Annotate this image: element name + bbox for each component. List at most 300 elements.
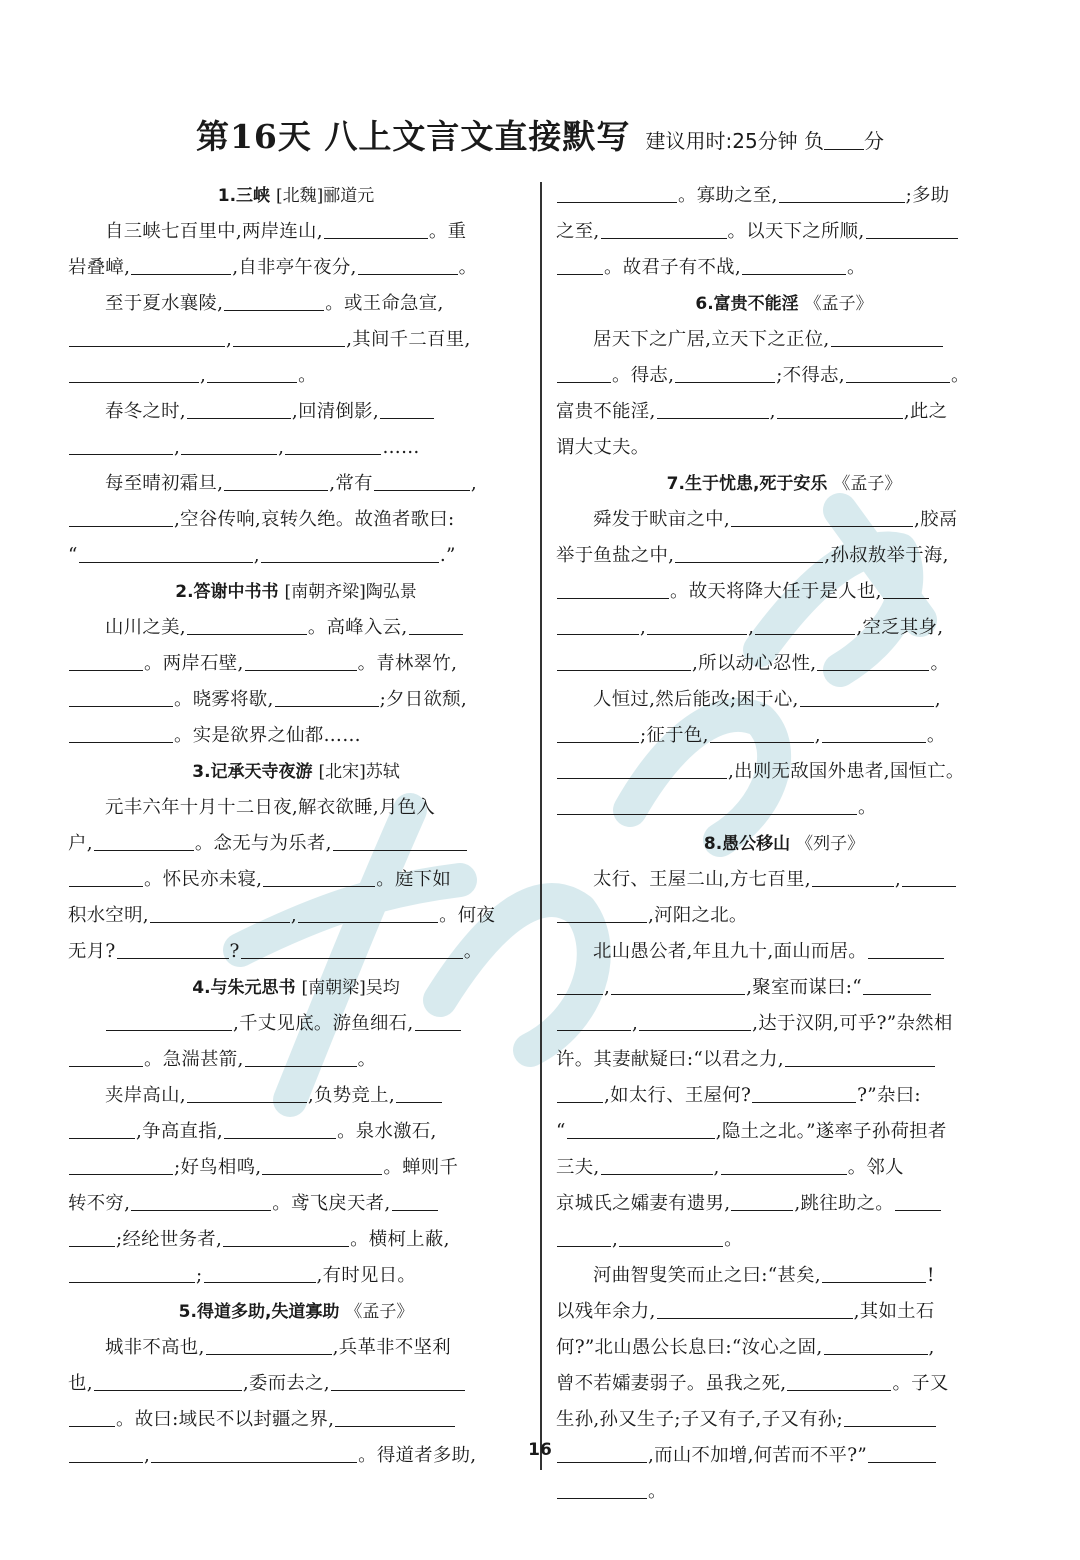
answer-blank[interactable] (358, 251, 458, 275)
passage-text: 。庭下如 (376, 869, 452, 890)
passage-text: …… (382, 437, 420, 458)
answer-blank[interactable] (69, 323, 225, 347)
passage-text: 。 (298, 365, 317, 386)
passage-text: ,所以动心忍性, (692, 653, 817, 674)
passage-text: 山川之美, (105, 617, 186, 638)
passage-text: ,空乏其身, (856, 617, 944, 638)
passage-text: ,达于汉阴,可乎?”杂然相 (752, 1013, 953, 1034)
passage-text: 。得道者多助, (358, 1445, 477, 1466)
text-line (556, 1150, 1012, 1186)
answer-blank[interactable] (131, 251, 231, 275)
text-line (68, 898, 524, 934)
passage-text: , (174, 437, 181, 458)
passage-text: , (748, 617, 755, 638)
answer-blank[interactable] (863, 971, 931, 995)
section-heading (68, 970, 524, 1006)
text-line (68, 862, 524, 898)
text-line (68, 682, 524, 718)
section-heading (556, 466, 1012, 502)
answer-blank[interactable] (752, 1079, 856, 1103)
answer-blank[interactable] (69, 647, 143, 671)
answer-blank[interactable] (800, 683, 934, 707)
passage-text: , (713, 1157, 720, 1178)
passage-text: ,千丈见底。游鱼细石, (233, 1013, 414, 1034)
answer-blank[interactable] (233, 323, 345, 347)
passage-text: 无月? (68, 941, 116, 962)
text-line (556, 1114, 1012, 1150)
section-source: 《孟子》 (345, 1302, 414, 1322)
answer-blank[interactable] (822, 1259, 926, 1283)
passage-text: 河曲智叟笑而止之曰:“甚矣, (593, 1265, 821, 1286)
passage-text: , (144, 1445, 151, 1466)
answer-blank[interactable] (675, 539, 823, 563)
answer-blank[interactable] (224, 287, 324, 311)
answer-blank[interactable] (785, 1043, 935, 1067)
answer-blank[interactable] (263, 863, 375, 887)
passage-text: 。 (858, 797, 877, 818)
answer-blank[interactable] (902, 863, 956, 887)
answer-blank[interactable] (94, 1367, 242, 1391)
text-line (556, 1330, 1012, 1366)
text-line (556, 1474, 1012, 1510)
answer-blank[interactable] (657, 1295, 853, 1319)
passage-text: 居天下之广居,立天下之正位, (593, 329, 830, 350)
answer-blank[interactable] (224, 1115, 336, 1139)
text-line (68, 1006, 524, 1042)
passage-text: 。实是欲界之仙都…… (174, 725, 361, 746)
passage-text: ,其如土石 (853, 1301, 935, 1322)
text-line (556, 790, 1012, 826)
answer-blank[interactable] (846, 359, 950, 383)
answer-blank[interactable] (187, 395, 291, 419)
answer-blank[interactable] (619, 1223, 723, 1247)
text-line (68, 1042, 524, 1078)
passage-text: 太行、王屋二山,方七百里, (593, 869, 811, 890)
passage-text: 自三峡七百里中,两岸连山, (105, 221, 323, 242)
passage-text: ;经纶世务者, (116, 1229, 223, 1250)
section-title: 1.三峡 (217, 186, 271, 206)
passage-text: 积水空明, (68, 905, 149, 926)
text-line (556, 574, 1012, 610)
answer-blank[interactable] (69, 1403, 115, 1427)
answer-blank[interactable] (601, 1151, 713, 1175)
answer-blank[interactable] (262, 1151, 382, 1175)
section-title: 8.愚公移山 (703, 834, 791, 854)
text-line (68, 790, 524, 826)
answer-blank[interactable] (117, 935, 229, 959)
section-source: 《孟子》 (833, 474, 902, 494)
answer-blank[interactable] (69, 359, 199, 383)
passage-text: , (470, 473, 477, 494)
passage-text: ,而山不加增,何苦而不平?” (648, 1445, 868, 1466)
passage-text: ? (229, 941, 240, 962)
passage-text: ,自非亭午夜分, (232, 257, 357, 278)
answer-blank[interactable] (79, 539, 253, 563)
text-line (68, 610, 524, 646)
text-line (556, 502, 1012, 538)
passage-text: ;征于色, (640, 725, 709, 746)
answer-blank[interactable] (601, 215, 727, 239)
answer-blank[interactable] (409, 611, 463, 635)
answer-blank[interactable] (187, 611, 307, 635)
answer-blank[interactable] (298, 899, 438, 923)
passage-text: 。故曰:域民不以封疆之界, (116, 1409, 335, 1430)
passage-text: , (769, 401, 776, 422)
column-divider (540, 182, 542, 1470)
answer-blank[interactable] (557, 647, 691, 671)
section-source: 《孟子》 (804, 294, 873, 314)
answer-blank[interactable] (824, 1331, 928, 1355)
page-number: 16 (528, 1440, 552, 1460)
passage-text: 北山愚公者,年且九十,面山而居。 (593, 941, 867, 962)
passage-text: ,此之 (903, 401, 948, 422)
answer-blank[interactable] (69, 1151, 173, 1175)
text-line (556, 646, 1012, 682)
answer-blank[interactable] (106, 1007, 232, 1031)
answer-blank[interactable] (223, 1223, 349, 1247)
text-line (68, 214, 524, 250)
answer-blank[interactable] (883, 575, 929, 599)
answer-blank[interactable] (557, 1007, 631, 1031)
answer-blank[interactable] (69, 503, 173, 527)
text-line (68, 1150, 524, 1186)
section-source: [南朝梁]吴均 (301, 978, 400, 998)
answer-blank[interactable] (285, 431, 381, 455)
passage-text: 。 (950, 365, 970, 386)
text-line (556, 1186, 1012, 1222)
text-line (68, 394, 524, 430)
answer-blank[interactable] (557, 1223, 611, 1247)
answer-blank[interactable] (69, 1043, 143, 1067)
text-line (556, 1294, 1012, 1330)
section-title: 3.记承天寺夜游 (192, 762, 313, 782)
score-unit: 分 (864, 129, 885, 153)
text-line (556, 430, 1012, 466)
text-line (68, 1222, 524, 1258)
answer-blank[interactable] (396, 1079, 442, 1103)
answer-blank[interactable] (245, 1043, 357, 1067)
section-heading (556, 286, 1012, 322)
passage-text: ,聚室而谋曰:“ (746, 977, 862, 998)
passage-text: ,有时见日。 (316, 1265, 417, 1286)
passage-text: 。怀民亦未寝, (144, 869, 263, 890)
passage-text: 。何夜 (439, 905, 496, 926)
answer-blank[interactable] (374, 467, 470, 491)
passage-text: 每至晴初霜旦, (105, 473, 224, 494)
answer-blank[interactable] (557, 719, 639, 743)
answer-blank[interactable] (69, 863, 143, 887)
text-line (556, 682, 1012, 718)
text-line (556, 538, 1012, 574)
answer-blank[interactable] (335, 1403, 455, 1427)
answer-blank[interactable] (647, 611, 747, 635)
passage-text: 之至, (556, 221, 600, 242)
passage-text: ,其间千二百里, (346, 329, 471, 350)
page-title (0, 112, 1080, 168)
text-line (556, 898, 1012, 934)
passage-text: 京城氏之孀妻有遗男, (556, 1193, 731, 1214)
text-line (556, 610, 1012, 646)
passage-text: 。子又 (892, 1373, 949, 1394)
section-source: [北魏]郦道元 (275, 186, 375, 206)
text-line (68, 646, 524, 682)
passage-text: , (200, 365, 207, 386)
answer-blank[interactable] (94, 827, 194, 851)
answer-blank[interactable] (822, 719, 926, 743)
text-line (68, 1114, 524, 1150)
answer-blank[interactable] (241, 935, 463, 959)
text-line (556, 1366, 1012, 1402)
passage-text: 何?”北山愚公长息曰:“汝心之固, (556, 1337, 823, 1358)
answer-blank[interactable] (207, 359, 297, 383)
answer-blank[interactable] (557, 611, 639, 635)
answer-blank[interactable] (261, 539, 439, 563)
answer-blank[interactable] (831, 323, 943, 347)
answer-blank[interactable] (245, 647, 357, 671)
text-line (556, 1258, 1012, 1294)
text-line (556, 718, 1012, 754)
passage-text: ,争高直指, (136, 1121, 224, 1142)
passage-text: ,兵革非不坚利 (332, 1337, 451, 1358)
text-line (68, 718, 524, 754)
passage-text: 。横柯上蔽, (350, 1229, 450, 1250)
text-line (68, 1330, 524, 1366)
passage-text: 。得志, (612, 365, 675, 386)
answer-blank[interactable] (150, 899, 290, 923)
passage-text: 户, (68, 833, 93, 854)
passage-text: ,孙叔敖举于海, (824, 545, 949, 566)
passage-text: 谓大丈夫。 (556, 437, 650, 458)
answer-blank[interactable] (69, 683, 173, 707)
text-line (68, 286, 524, 322)
passage-text: , (894, 869, 902, 890)
passage-text: 元丰六年十月十二日夜,解衣欲睡,月色入 (105, 797, 436, 818)
text-line (556, 322, 1012, 358)
passage-text: 。 (458, 257, 478, 278)
passage-text: 举于鱼盐之中, (556, 545, 675, 566)
text-line (68, 250, 524, 286)
passage-text: ,空谷传响,哀转久绝。故渔者歌曰: (174, 509, 455, 530)
answer-blank[interactable] (415, 1007, 461, 1031)
passage-text: 。 (357, 1049, 377, 1070)
passage-text: 。故天将降大任于是人也, (670, 581, 882, 602)
answer-blank[interactable] (611, 971, 745, 995)
answer-blank[interactable] (557, 755, 727, 779)
answer-blank[interactable] (755, 611, 855, 635)
text-line (68, 502, 524, 538)
passage-text: , (253, 545, 260, 566)
passage-text: 。 (926, 725, 946, 746)
answer-blank[interactable] (812, 863, 894, 887)
answer-blank[interactable] (206, 1331, 332, 1355)
passage-text: ,出则无敌国外患者,国恒亡。 (728, 761, 965, 782)
passage-text: 。晓雾将歇, (174, 689, 274, 710)
passage-text: ,河阳之北。 (648, 905, 748, 926)
answer-blank[interactable] (557, 1475, 647, 1499)
passage-text: , (632, 1013, 639, 1034)
answer-blank[interactable] (557, 899, 647, 923)
passage-text: 舜发于畎亩之中, (593, 509, 730, 530)
answer-blank[interactable] (187, 1079, 307, 1103)
text-line (556, 862, 1012, 898)
answer-blank[interactable] (224, 467, 328, 491)
text-line (556, 214, 1012, 250)
passage-text: 。鸢飞戾天者, (272, 1193, 391, 1214)
passage-text: ;夕日欲颓, (379, 689, 468, 710)
passage-text: 。故君子有不战, (604, 257, 741, 278)
text-line (68, 1402, 524, 1438)
passage-text: , (640, 617, 647, 638)
section-heading (68, 1294, 524, 1330)
text-line (68, 1366, 524, 1402)
passage-text: ;不得志, (776, 365, 845, 386)
text-line (68, 358, 524, 394)
answer-blank[interactable] (787, 1367, 891, 1391)
answer-blank[interactable] (557, 179, 677, 203)
answer-blank[interactable] (779, 179, 905, 203)
section-source: [南朝齐梁]陶弘景 (284, 582, 417, 602)
section-title: 7.生于忧患,死于安乐 (666, 474, 828, 494)
answer-blank[interactable] (817, 647, 929, 671)
text-line (556, 394, 1012, 430)
suggested-time-text: 建议用时:25分钟 负 (645, 129, 825, 153)
passage-text: ! (926, 1265, 935, 1286)
text-line (68, 1078, 524, 1114)
passage-text: 春冬之时, (105, 401, 186, 422)
passage-text: 至于夏水襄陵, (105, 293, 224, 314)
text-line (556, 1222, 1012, 1258)
passage-text: 生孙,孙又生子;子又有子,子又有孙; (556, 1409, 843, 1430)
passage-text: 。 (648, 1481, 667, 1502)
text-line (556, 358, 1012, 394)
title-main: 第16天 八上文言文直接默写 (195, 117, 631, 156)
answer-blank[interactable] (866, 215, 958, 239)
passage-text: 曾不若孀妻弱子。虽我之死, (556, 1373, 787, 1394)
answer-blank[interactable] (557, 359, 611, 383)
answer-blank[interactable] (657, 395, 769, 419)
passage-text: 转不穷, (68, 1193, 131, 1214)
text-line (556, 250, 1012, 286)
passage-text: , (226, 329, 233, 350)
answer-blank[interactable] (69, 1115, 135, 1139)
text-line (68, 538, 524, 574)
answer-blank[interactable] (275, 683, 379, 707)
answer-blank[interactable] (557, 971, 603, 995)
passage-text: 。 (846, 257, 866, 278)
answer-blank[interactable] (69, 1259, 195, 1283)
passage-text: , (928, 1337, 935, 1358)
passage-text: 。以天下之所顺, (727, 221, 865, 242)
passage-text: 。 (463, 941, 483, 962)
passage-text: 。蝉则千 (383, 1157, 459, 1178)
answer-blank[interactable] (868, 935, 944, 959)
section-source: 《列子》 (796, 834, 865, 854)
passage-text: 。 (930, 653, 950, 674)
right-column (556, 178, 1012, 1510)
text-line (68, 466, 524, 502)
answer-blank[interactable] (557, 575, 669, 599)
answer-blank[interactable] (557, 251, 603, 275)
passage-text: 。重 (428, 221, 467, 242)
answer-blank[interactable] (380, 395, 434, 419)
text-line (556, 1006, 1012, 1042)
passage-text: 夹岸高山, (105, 1085, 186, 1106)
section-heading (556, 826, 1012, 862)
passage-text: ?”杂曰: (857, 1085, 921, 1106)
passage-text: 富贵不能淫, (556, 401, 656, 422)
passage-text: 以残年余力, (556, 1301, 656, 1322)
passage-text: 。寡助之至, (678, 185, 778, 206)
text-line (556, 1078, 1012, 1114)
answer-blank[interactable] (181, 431, 277, 455)
text-line (556, 1042, 1012, 1078)
text-line (68, 322, 524, 358)
score-blank[interactable] (824, 129, 864, 150)
passage-text: ,回清倒影, (291, 401, 379, 422)
passage-text: ,隐土之北。”遂率子孙荷担者 (715, 1121, 947, 1142)
passage-text: ,如太行、王屋何? (604, 1085, 752, 1106)
passage-text: 。高峰入云, (307, 617, 408, 638)
text-line (556, 178, 1012, 214)
passage-text: ,委而去之, (242, 1373, 330, 1394)
answer-blank[interactable] (777, 395, 903, 419)
answer-blank[interactable] (567, 1115, 715, 1139)
answer-blank[interactable] (557, 1079, 603, 1103)
answer-blank[interactable] (557, 791, 857, 815)
passage-text: 。或王命急宣, (325, 293, 444, 314)
answer-blank[interactable] (324, 215, 428, 239)
left-column (68, 178, 524, 1474)
passage-text: 。邻人 (847, 1157, 904, 1178)
answer-blank[interactable] (731, 503, 913, 527)
text-line (556, 934, 1012, 970)
text-line (68, 430, 524, 466)
passage-text: ;好鸟相鸣, (174, 1157, 262, 1178)
answer-blank[interactable] (333, 827, 467, 851)
answer-blank[interactable] (204, 1259, 316, 1283)
section-title: 6.富贵不能淫 (695, 294, 799, 314)
text-line (556, 754, 1012, 790)
answer-blank[interactable] (742, 251, 846, 275)
answer-blank[interactable] (710, 719, 814, 743)
answer-blank[interactable] (131, 1187, 271, 1211)
passage-text: 许。其妻献疑曰:“以君之力, (556, 1049, 784, 1070)
answer-blank[interactable] (331, 1367, 465, 1391)
answer-blank[interactable] (69, 1223, 115, 1247)
answer-blank[interactable] (639, 1007, 751, 1031)
answer-blank[interactable] (392, 1187, 438, 1211)
passage-text: 三夫, (556, 1157, 600, 1178)
answer-blank[interactable] (69, 431, 173, 455)
passage-text: ,负势竞上, (307, 1085, 395, 1106)
answer-blank[interactable] (721, 1151, 847, 1175)
answer-blank[interactable] (69, 719, 173, 743)
passage-text: 城非不高也, (105, 1337, 205, 1358)
passage-text: 也, (68, 1373, 93, 1394)
answer-blank[interactable] (731, 1187, 793, 1211)
section-heading (68, 574, 524, 610)
answer-blank[interactable] (675, 359, 775, 383)
passage-text: 岩叠嶂, (68, 257, 131, 278)
passage-text: , (934, 689, 941, 710)
answer-blank[interactable] (844, 1403, 936, 1427)
text-line (68, 826, 524, 862)
answer-blank[interactable] (895, 1187, 941, 1211)
passage-text: 。急湍甚箭, (144, 1049, 244, 1070)
text-line (68, 934, 524, 970)
passage-text: , (604, 977, 611, 998)
suggested-time (645, 129, 884, 153)
